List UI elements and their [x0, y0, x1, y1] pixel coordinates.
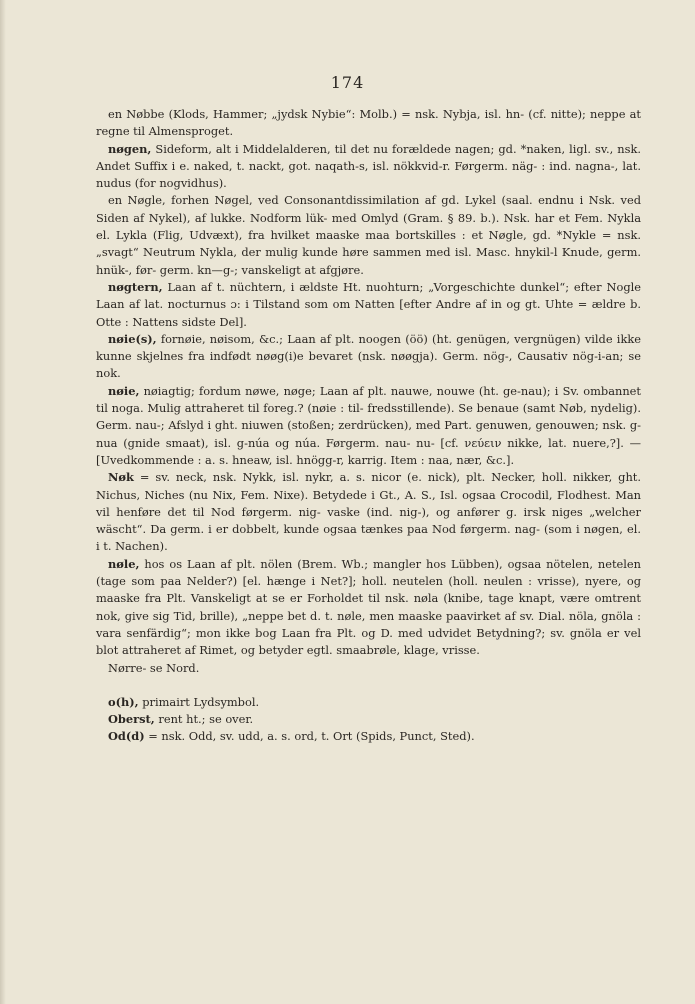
entry-headword: nøle, — [108, 556, 140, 571]
entry-nogle — [96, 192, 641, 278]
section-spacer — [96, 677, 641, 694]
entry-text: = sv. neck, nsk. Nykk, isl. nykr, a. s. nicor (e. nick), plt. Necker, holl. nikker, ght. Nichus, Niches (nu Nix, Fem. Nixe). Betydede i Gt., A. S., Isl. ogsaa Crocodil, Flodhest. Man vil henføre det til Nod førgerm. nig- vaske (ind. nig-), og anfører g. irsk niges „welcher wäscht“. Da germ. i er dobbelt, kunde ogsaa tænkes paa Nod førgerm. nag- (som i nøgen, el. i t. Nachen). — [96, 470, 641, 554]
entry-odd — [96, 728, 641, 745]
entry-headword: nøgtern, — [108, 279, 163, 294]
entry-norre — [96, 660, 641, 677]
entry-text: primairt Lydsymbol. — [138, 694, 260, 709]
entry-nogtern — [96, 279, 641, 331]
entry-headword: nøie(s), — [108, 331, 157, 346]
entry-headword: nøgen, — [108, 141, 152, 156]
entry-text: Nørre- se Nord. — [108, 660, 200, 675]
entry-nobbe — [96, 106, 641, 141]
entry-text: = nsk. Odd, sv. udd, a. s. ord, t. Ort (Spids, Punct, Sted). — [144, 729, 475, 744]
entry-text: hos os Laan af plt. nölen (Brem. Wb.; mangler hos Lübben), ogsaa nötelen, netelen (tage som paa Nelder?) [el. hænge i Net?]; holl. neutelen (holl. neulen : vrisse), nyere, og maaske fra Plt. Vanskeligt at se er Forholdet til nsk. nøla (knibe, tage knapt, være omtrent nok, give sig Tid, brille), „neppe bet d. t. nøle, men maaske paavirket af sv. Dial. nöla, gnöla : vara senfärdig“; mon ikke bog Laan fra Plt. og D. med udvidet Betydning?; sv. gnöla er vel blot attraheret af Rimet, og betyder egtl. smaabrøle, klage, vrisse. — [96, 556, 641, 658]
entry-nole — [96, 556, 641, 660]
entry-text: en Nøbbe (Klods, Hammer; „jydsk Nybie“: Molb.) = nsk. Nybja, isl. hn- (cf. nitte); neppe at regne til Almensproget. — [96, 107, 641, 139]
entry-headword: o(h), — [108, 694, 139, 709]
entry-oh — [96, 694, 641, 711]
entry-text: en Nøgle, forhen Nøgel, ved Consonantdissimilation af gd. Lykel (saal. endnu i Nsk. ved Siden af Nykel), af lukke. Nodform lük- med Omlyd (Gram. § 89. b.). Nsk. har et Fem. Nykla el. Lykla (Flig, Udvæxt), fra hvilket maaske maa bortskilles : et Nøgle, gd. *Nykle = nsk. „svagt“ Neutrum Nykla, der mulig kunde høre sammen med isl. Masc. hnykil-l Knude, germ. hnük-, før- germ. kn—g-; vanskeligt at afgjøre. — [96, 193, 641, 277]
entry-headword: Od(d) — [108, 729, 145, 744]
entry-text: nøiagtig; fordum nøwe, nøge; Laan af plt. nauwe, nouwe (ht. ge-nau); i Sv. ombannet til noga. Mulig attraheret til foreg.? (nøie : til- fredsstillende). Se benaue (samt Nøb, nydelig). Germ. nau-; Afslyd i ght. niuwen (stoßen; zerdrücken), med Part. genuwen, genouwen; nsk. g-nua (gnide smaat), isl. g-núa og núa. Førgerm. nau- nu- [cf. νεύειν nikke, lat. nuere,?]. — [Uvedkommende : a. s. hneaw, isl. hnögg-r, karrig. Item : naa, nær, &c.]. — [96, 383, 641, 467]
entry-headword: Oberst, — [108, 712, 155, 727]
entry-text: fornøie, nøisom, &c.; Laan af plt. noogen (öö) (ht. genügen, vergnügen) vilde ikke kunne skjelnes fra indfødt nøøg(i)e bevaret (nsk. nøøgja). Germ. nög-, Causativ nög-i-an; se nok. — [96, 331, 641, 381]
entry-headword: nøie, — [108, 383, 140, 398]
entry-oberst — [96, 711, 641, 728]
entry-headword: Nøk — [108, 470, 134, 485]
page-number: 174 — [330, 73, 365, 92]
entry-text: Laan af t. nüchtern, i ældste Ht. nuohturn; „Vorgeschichte dunkel“; efter Nogle Laan af lat. nocturnus ɔ: i Tilstand som om Natten [efter Andre af in og gt. Uhte = ældre b. Otte : Nattens sidste Del]. — [96, 279, 641, 329]
page-edge-shade — [0, 0, 6, 1004]
entry-noies — [96, 331, 641, 383]
dictionary-entries — [96, 106, 641, 746]
entry-nogen — [96, 141, 641, 193]
entry-nok — [96, 469, 641, 555]
entry-noie — [96, 383, 641, 469]
entry-text: rent ht.; se over. — [154, 712, 254, 727]
entry-text: Sideform, alt i Middelalderen, til det nu forældede nagen; gd. *naken, ligl. sv., nsk. Andet Suffix i e. naked, t. nackt, got. naqath-s, isl. nökkvid-r. Førgerm. näg- : ind. nagna-, lat. nudus (for nogvidhus). — [96, 141, 641, 191]
